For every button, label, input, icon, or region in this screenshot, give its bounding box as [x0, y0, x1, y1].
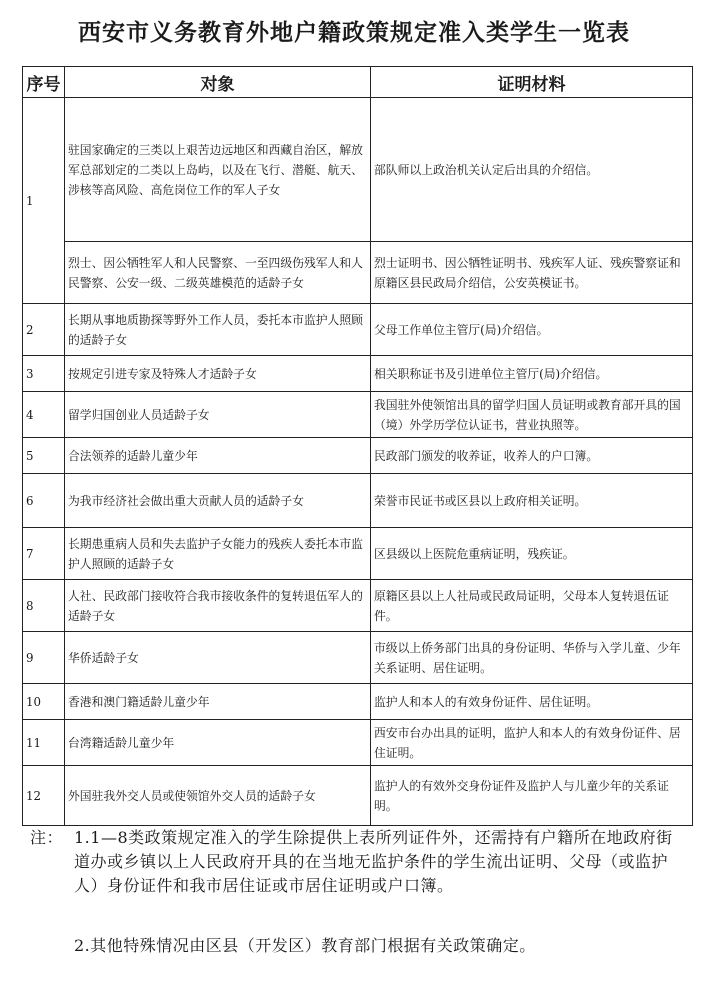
row-proof: 烈士证明书、因公牺牲证明书、残疾军人证、残疾警察证和原籍区县民政局介绍信，公安英模证书。 — [371, 242, 693, 304]
row-target: 为我市经济社会做出重大贡献人员的适龄子女 — [65, 474, 371, 528]
row-number: 5 — [23, 438, 65, 474]
row-number: 10 — [23, 684, 65, 720]
table-header-row — [23, 67, 693, 98]
row-target: 驻国家确定的三类以上艰苦边远地区和西藏自治区，解放军总部划定的二类以上岛屿，以及在飞行、潜艇、航天、涉核等高风险、高危岗位工作的军人子女 — [65, 98, 371, 242]
row-number: 12 — [23, 766, 65, 826]
row-number: 1 — [23, 98, 65, 304]
header-no: 序号 — [23, 67, 65, 98]
row-number: 9 — [23, 632, 65, 684]
row-number: 8 — [23, 580, 65, 632]
table-row — [23, 528, 693, 580]
row-target: 台湾籍适龄儿童少年 — [65, 720, 371, 766]
table-row — [23, 304, 693, 356]
row-proof: 我国驻外使领馆出具的留学归国人员证明或教育部开具的国（境）外学历学位认证书，营业执照等。 — [371, 392, 693, 438]
row-target: 留学归国创业人员适龄子女 — [65, 392, 371, 438]
notes-label: 注： — [30, 828, 64, 847]
row-target: 华侨适龄子女 — [65, 632, 371, 684]
table-row — [23, 766, 693, 826]
policy-table — [22, 66, 693, 826]
note-item-2: 2.其他特殊情况由区县（开发区）教育部门根据有关政策确定。 — [74, 936, 536, 955]
page-title: 西安市义务教育外地户籍政策规定准入类学生一览表 — [78, 20, 630, 46]
row-target: 外国驻我外交人员或使领馆外交人员的适龄子女 — [65, 766, 371, 826]
row-target: 香港和澳门籍适龄儿童少年 — [65, 684, 371, 720]
row-number: 3 — [23, 356, 65, 392]
table-row — [23, 632, 693, 684]
row-proof: 监护人的有效外交身份证件及监护人与儿童少年的关系证明。 — [371, 766, 693, 826]
row-proof: 民政部门颁发的收养证，收养人的户口簿。 — [371, 438, 693, 474]
row-proof: 相关职称证书及引进单位主管厅(局)介绍信。 — [371, 356, 693, 392]
note-item-1: 1.1—8类政策规定准入的学生除提供上表所列证件外，还需持有户籍所在地政府街道办或乡镇以上人民政府开具的在当地无监护条件的学生流出证明、父母（或监护人）身份证件和我市居住证或市居住证明或户口簿。 — [74, 828, 673, 895]
row-proof: 区县级以上医院危重病证明，残疾证。 — [371, 528, 693, 580]
row-proof: 部队师以上政治机关认定后出具的介绍信。 — [371, 98, 693, 242]
row-proof: 市级以上侨务部门出具的身份证明、华侨与入学儿童、少年关系证明、居住证明。 — [371, 632, 693, 684]
row-target: 合法领养的适龄儿童少年 — [65, 438, 371, 474]
table-row — [23, 392, 693, 438]
table-row — [23, 580, 693, 632]
row-proof: 监护人和本人的有效身份证件、居住证明。 — [371, 684, 693, 720]
row-target: 按规定引进专家及特殊人才适龄子女 — [65, 356, 371, 392]
row-target: 长期从事地质勘探等野外工作人员，委托本市监护人照顾的适龄子女 — [65, 304, 371, 356]
row-proof: 父母工作单位主管厅(局)介绍信。 — [371, 304, 693, 356]
row-proof: 西安市台办出具的证明，监护人和本人的有效身份证件、居住证明。 — [371, 720, 693, 766]
row-number: 7 — [23, 528, 65, 580]
row-number: 4 — [23, 392, 65, 438]
table-row — [23, 720, 693, 766]
table-row — [23, 242, 693, 304]
row-target: 人社、民政部门接收符合我市接收条件的复转退伍军人的适龄子女 — [65, 580, 371, 632]
row-number: 6 — [23, 474, 65, 528]
table-row — [23, 356, 693, 392]
row-proof: 原籍区县以上人社局或民政局证明，父母本人复转退伍证件。 — [371, 580, 693, 632]
table-row — [23, 98, 693, 242]
row-number: 11 — [23, 720, 65, 766]
header-proof: 证明材料 — [371, 67, 693, 98]
header-target: 对象 — [65, 67, 371, 98]
table-row — [23, 474, 693, 528]
row-target: 长期患重病人员和失去监护子女能力的残疾人委托本市监护人照顾的适龄子女 — [65, 528, 371, 580]
table-row — [23, 684, 693, 720]
table-row — [23, 438, 693, 474]
row-proof: 荣誉市民证书或区县以上政府相关证明。 — [371, 474, 693, 528]
row-target: 烈士、因公牺牲军人和人民警察、一至四级伤残军人和人民警察、公安一级、二级英雄模范的适龄子女 — [65, 242, 371, 304]
row-number: 2 — [23, 304, 65, 356]
